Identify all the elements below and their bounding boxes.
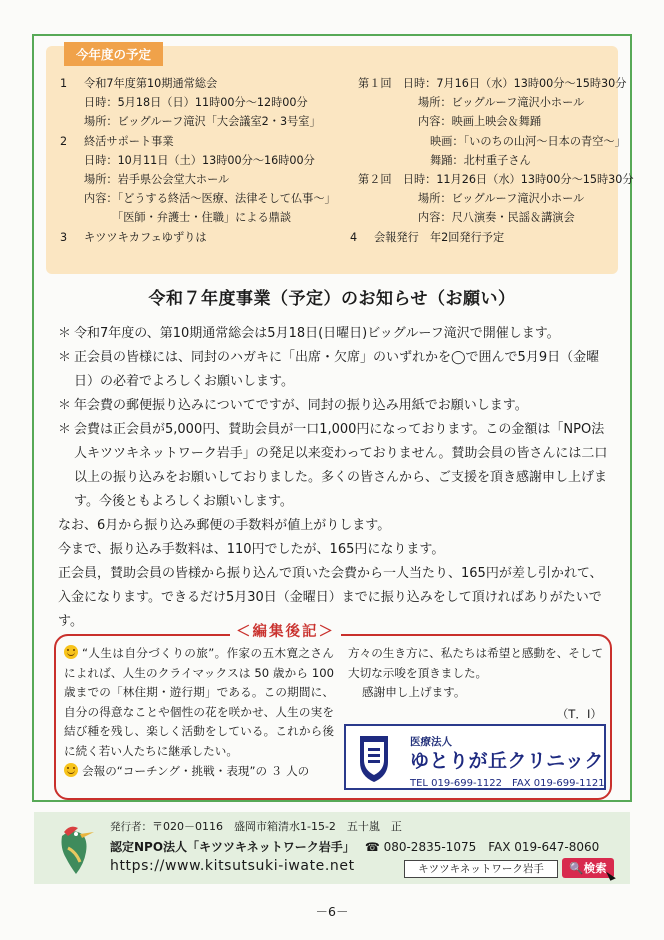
schedule-item: 日時：5月18日（日）11時00分～12時00分 [84,96,308,110]
notice-item: ＊ 年会費の郵便振り込みについてですが、同封の振り込み用紙でお願いします。 [58,398,528,413]
notice-note: 今まで、振り込み手数料は、110円でしたが、165円になります。 [58,542,445,557]
schedule-item: 第１回 日時：7月16日（水）13時00分～15時30分 [358,77,627,90]
notice-note: なお、6月から振り込み郵便の手数料が値上がりします。 [58,518,391,533]
notice-item: ＊ 会費は正会員が5,000円、賛助会員が一口1,000円になっております。この金額は「NPO法人キツツキネットワーク岩手」の発足以来変わっておりません。賛助会員の皆さんには二口以上の振り込みをお願いしておりました。多くの皆さんから、ご支援を頂き感謝申し上げます。今後ともよろしくお願いします。 [58,422,608,509]
notice-item: ＊ 令和7年度の、第10期通常総会は5月18日(日曜日)ビッグルーフ滝沢で開催します。 [58,326,560,341]
schedule-item: 場所：ビッグルーフ滝沢「大会議室2・3号室」 [84,115,321,129]
schedule-item: 日時：10月11日（土）13時00分～16時00分 [84,153,315,167]
publisher-footer [34,812,630,884]
fax-number: FAX 019-647-8060 [488,840,600,854]
notice-body [58,322,614,634]
schedule-item: 2 終活サポート事業 [60,134,174,148]
clinic-type: 医療法人 [410,736,452,748]
publisher-address: 発行者：〒020－0116 盛岡市箱清水1-15-2 五十嵐 正 [110,820,402,833]
clinic-emblem-icon [356,732,392,784]
schedule-panel [46,46,634,274]
schedule-item: 場所：岩手県公会堂大ホール [84,173,230,187]
editorial-signature: （T．I） [556,706,602,721]
smiley-icon [64,645,78,659]
schedule-item: 場所：ビッグルーフ滝沢小ホール [418,192,585,206]
notice-note: 正会員，賛助会員の皆様から振り込んで頂いた会費から一人当たり、165円が差し引かれて、入金になります。できるだけ5月30日（金曜日）までに振り込みをして頂ければありがたいです。 [58,566,603,629]
schedule-item: 4 会報発行 年2回発行予定 [350,230,505,244]
smiley-icon [64,763,78,777]
schedule-item: 内容：映画上映会＆舞踊 [418,115,542,129]
schedule-item: 1 令和7年度第10期通常総会 [60,77,218,90]
search-input[interactable]: キツツキネットワーク岩手 [404,860,558,878]
schedule-badge: 今年度の予定 [64,42,163,66]
phone-number: ☎ 080-2835-1075 [364,840,477,854]
schedule-item: 第２回 日時：11月26日（水）13時00分～15時30分 [358,173,634,187]
cursor-icon [606,869,616,881]
schedule-item: 「医師・弁護士・住職」による鼎談 [112,211,292,225]
clinic-name: ゆとりが丘クリニック [410,750,604,772]
notice-item: ＊ 正会員の皆様には、同封のハガキに「出席・欠席」のいずれかを◯で囲んで5月9日（金曜日）の必着でよろしくお願いします。 [58,350,600,389]
schedule-item: 内容：尺八演奏・民謡＆講演会 [418,211,575,225]
search-button[interactable]: 🔍検索 [562,858,614,878]
clinic-ad [344,724,606,790]
organization-contact: 認定NPO法人「キツツキネットワーク岩手」 ☎ 080-2835-1075 FAX 019-647-8060 [110,840,600,854]
clinic-phone: TEL 019-699-1122 FAX 019-699-1121 [410,778,605,789]
page-number: －6－ [315,904,349,919]
notice-title: 令和７年度事業（予定）のお知らせ（お願い） [148,289,516,309]
editorial-title: ＜編集後記＞ [230,620,341,641]
schedule-item: 3 キツツキカフェゆずりは [60,230,207,244]
schedule-item: 舞踊：北村重子さん [430,153,531,167]
schedule-right-column [350,74,634,247]
editorial-left-text: “人生は自分づくりの旅”。作家の五木寛之さんによれば、人生のクライマックスは 50 歳から 100 歳までの「林住期・遊行期」である。この期間に、自分の得意なことや個性の花を咲かせ、人生の実を結び種を残し、楽しく活動をしている。これから後に続く若い人たちに継承したい。 会報の“コーチング・挑戦・表現”の ３ 人の [64,646,334,778]
schedule-item: 映画：「いのちの山河～日本の青空～」 [430,134,626,148]
schedule-item: 内容：「どうする終活～医療、法律そして仏事～」 [84,192,336,206]
woodpecker-icon [52,818,98,878]
website-link[interactable]: https://www.kitsutsuki-iwate.net [110,858,355,874]
schedule-item: 場所：ビッグルーフ滝沢小ホール [418,96,585,110]
editorial-right-text: 方々の生き方に、私たちは希望と感動を、そして大切な示唆を頂きました。 感謝申し上げます。 （T．I） [348,644,604,724]
schedule-left-column [60,74,336,247]
